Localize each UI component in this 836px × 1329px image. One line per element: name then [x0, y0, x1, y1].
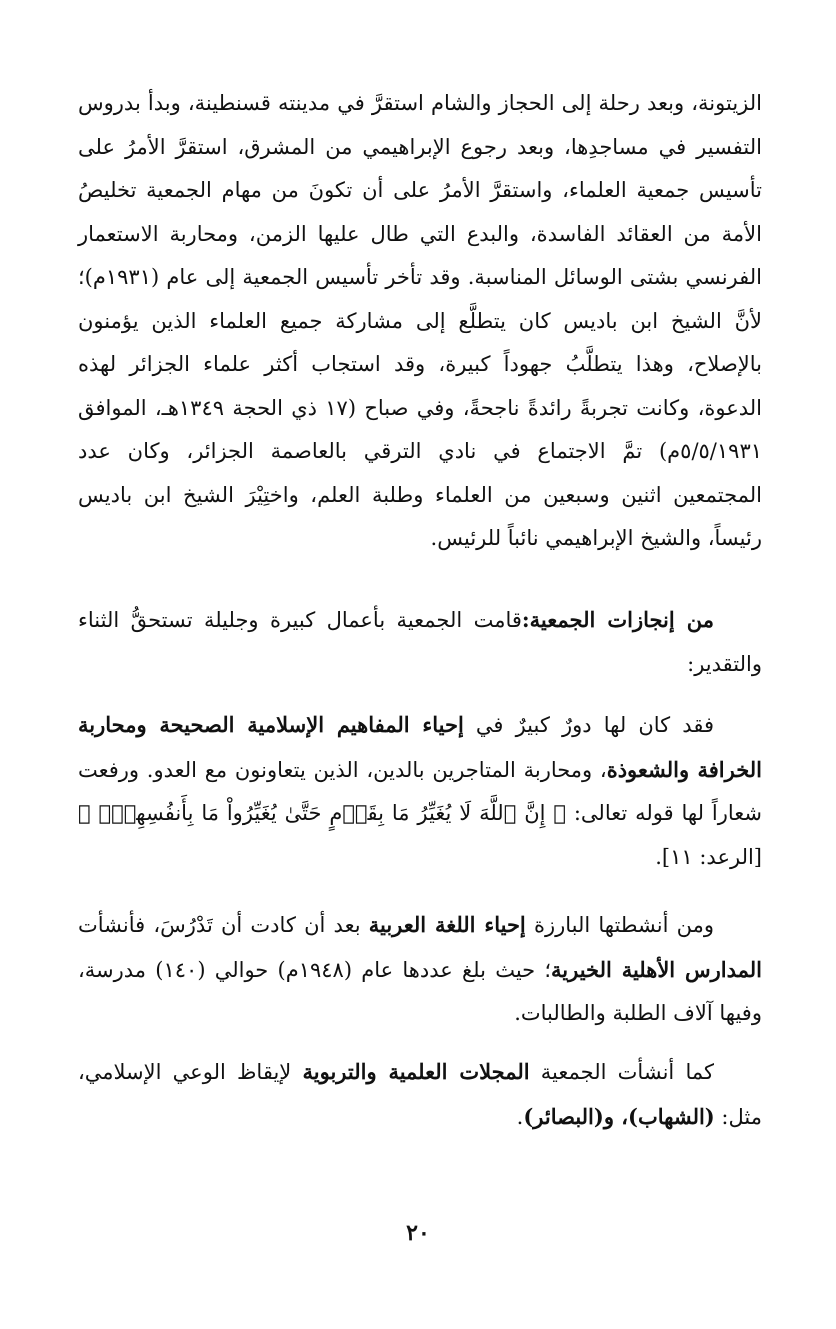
paragraph-jamia-founding: [78, 82, 762, 561]
bold-phrase: إحياء المفاهيم الإسلامية الصحيحة ومحاربة الخرافة والشعوذة: [78, 712, 762, 782]
paragraph-islamic-concepts: [78, 703, 762, 879]
bold-phrase: إحياء اللغة العربية: [368, 912, 526, 937]
paragraph-text: .: [516, 1104, 524, 1129]
paragraph-achievements-intro: [78, 598, 762, 686]
paragraph-magazines: [78, 1050, 762, 1139]
paragraph-text: كما أنشأت الجمعية: [529, 1060, 714, 1084]
paragraph-text: بعد أن كادت أن تَدْرُسَ، فأنشأت: [78, 913, 369, 937]
paragraph-text: قامت الجمعية بأعمال كبيرة وجليلة تستحقُّ الثناء والتقدير:: [78, 608, 762, 676]
paragraph-text: الزيتونة، وبعد رحلة إلى الحجاز والشام استقرَّ في مدينته قسنطينة، وبدأ بدروس التفسير في مساجدِها، وبعد رجوع الإبراهيمي من المشرق، استقرَّ الأمرُ على تأسيس جمعية العلماء، واستقرَّ الأمرُ على أن تكونَ من مهام الجمعية تخليصُ الأمة من العقائد الفاسدة، والبدع التي طال عليها الزمن، ومحاربة الاستعمار الفرنسي بشتى الوسائل المناسبة. وقد تأخر تأسيس الجمعية إلى عام (١٩٣١م)؛ لأنَّ الشيخ ابن باديس كان يتطلَّع إلى مشاركة جميع العلماء الذين يؤمنون بالإصلاح، وهذا يتطلَّبُ جهوداً كبيرة، وقد استجاب أكثر علماء الجزائر لهذه الدعوة، وكانت تجربةً رائدةً ناجحةً، وفي صباح (١٧ ذي الحجة ١٣٤٩هـ، الموافق ٥/٥/١٩٣١م) تمَّ الاجتماع في نادي الترقي بالعاصمة الجزائر، وكان عدد المجتمعين اثنين وسبعين من العلماء وطلبة العلم، واختِيْرَ الشيخ ابن باديس رئيساً، والشيخ الإبراهيمي نائباً للرئيس.: [78, 91, 762, 550]
paragraph-text: لإيقاظ الوعي الإسلامي، مثل:: [78, 1060, 762, 1129]
bold-phrase: المدارس الأهلية الخيرية: [551, 956, 762, 982]
verse-reference: [الرعد: ١١].: [655, 844, 762, 869]
bold-phrase: المجلات العلمية والتربوية: [302, 1059, 530, 1084]
quran-verse: ﴿ إِنَّ ٱللَّهَ لَا يُغَيِّرُ مَا بِقَوۡمٍ حَتَّىٰ يُغَيِّرُواْ مَا بِأَنفُسِهِمۡۗ ﴾: [78, 801, 566, 825]
paragraph-text: ومن أنشطتها البارزة: [525, 913, 714, 937]
paragraph-text: ؛ حيث بلغ عددها عام (١٩٤٨م) حوالي (١٤٠) مدرسة، وفيها آلاف الطلبة والطالبات.: [78, 957, 762, 1025]
paragraph-text: فقد كان لها دورٌ كبيرٌ في: [463, 713, 714, 737]
page-number: ٢٠: [406, 1220, 430, 1246]
paragraph-arabic-language: [78, 903, 762, 1036]
paragraph-text: ، ومحاربة المتاجرين بالدين، الذين يتعاونون مع العدو. ورفعت شعاراً لها قوله تعالى:: [78, 757, 762, 825]
section-heading: من إنجازات الجمعية:: [521, 607, 714, 632]
bold-phrase: (الشهاب)، و(البصائر): [523, 1103, 715, 1129]
